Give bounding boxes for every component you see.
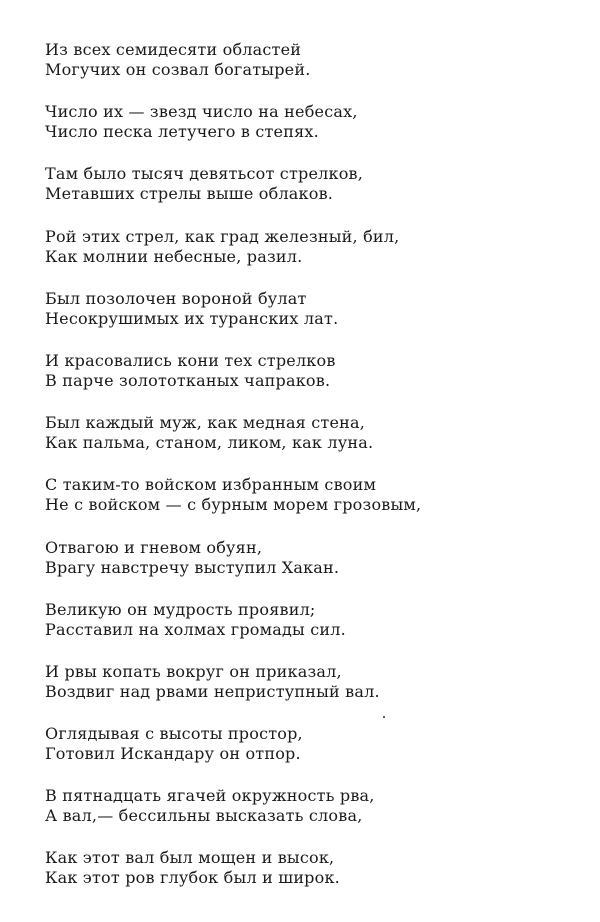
stanza	[45, 102, 565, 142]
poem-page	[45, 40, 565, 911]
poem-line: Врагу навстречу выступил Хакан.	[45, 557, 340, 577]
poem-line: Воздвиг над рвами неприступный вал.	[45, 681, 380, 701]
poem-line: В пятнадцать ягачей окружность рва,	[45, 786, 375, 806]
poem-line: Число их — звезд число на небесах,	[45, 102, 358, 122]
stanza	[45, 848, 565, 888]
stanza	[45, 786, 565, 826]
stanza	[45, 289, 565, 329]
poem-line: И красовались кони тех стрелков	[45, 350, 336, 370]
poem-line: Оглядывая с высоты простор,	[45, 724, 303, 744]
poem-line: И рвы копать вокруг он приказал,	[45, 661, 342, 681]
poem-line: С таким-то войском избранным своим	[45, 475, 377, 495]
poem-line: Число песка летучего в степях.	[45, 122, 319, 142]
poem-line: Там было тысяч девятьсот стрелков,	[45, 164, 364, 184]
stanza	[45, 351, 565, 391]
poem-line: Как этот вал был мощен и высок,	[45, 848, 335, 868]
poem-line: Из всех семидесяти областей	[45, 40, 302, 59]
stanza	[45, 475, 565, 515]
poem-line: Рой этих стрел, как град железный, бил,	[45, 226, 400, 246]
poem-line: Могучих он созвал богатырей.	[45, 60, 311, 79]
poem-line: В парче золототканых чапраков.	[45, 370, 331, 390]
poem-line: А вал,— бессильны высказать слова,	[45, 806, 363, 826]
poem-line: Как молнии небесные, разил.	[45, 246, 303, 266]
stanza	[45, 413, 565, 453]
poem-line: Не с войском — с бурным морем грозовым,	[45, 495, 422, 515]
stanza	[45, 724, 565, 764]
poem-line: Готовил Искандару он отпор.	[45, 744, 301, 764]
stanza	[45, 227, 565, 267]
poem-line: Расставил на холмах громады сил.	[45, 619, 346, 639]
stanza	[45, 538, 565, 578]
poem-line: Как пальма, станом, ликом, как луна.	[45, 433, 374, 453]
poem-line: Метавших стрелы выше облаков.	[45, 184, 334, 204]
stanza	[45, 164, 565, 204]
poem-line: Был каждый муж, как медная стена,	[45, 413, 366, 433]
stanza	[45, 662, 565, 702]
stanza	[45, 40, 565, 80]
poem-line: Несокрушимых их туранских лат.	[45, 308, 339, 328]
poem-line: Был позолочен вороной булат	[45, 288, 307, 308]
stanza	[45, 600, 565, 640]
poem-line: Как этот ров глубок был и широк.	[45, 868, 340, 888]
poem-line: Отвагою и гневом обуян,	[45, 537, 263, 557]
scan-speck	[383, 716, 385, 718]
poem-line: Великую он мудрость проявил;	[45, 599, 316, 619]
